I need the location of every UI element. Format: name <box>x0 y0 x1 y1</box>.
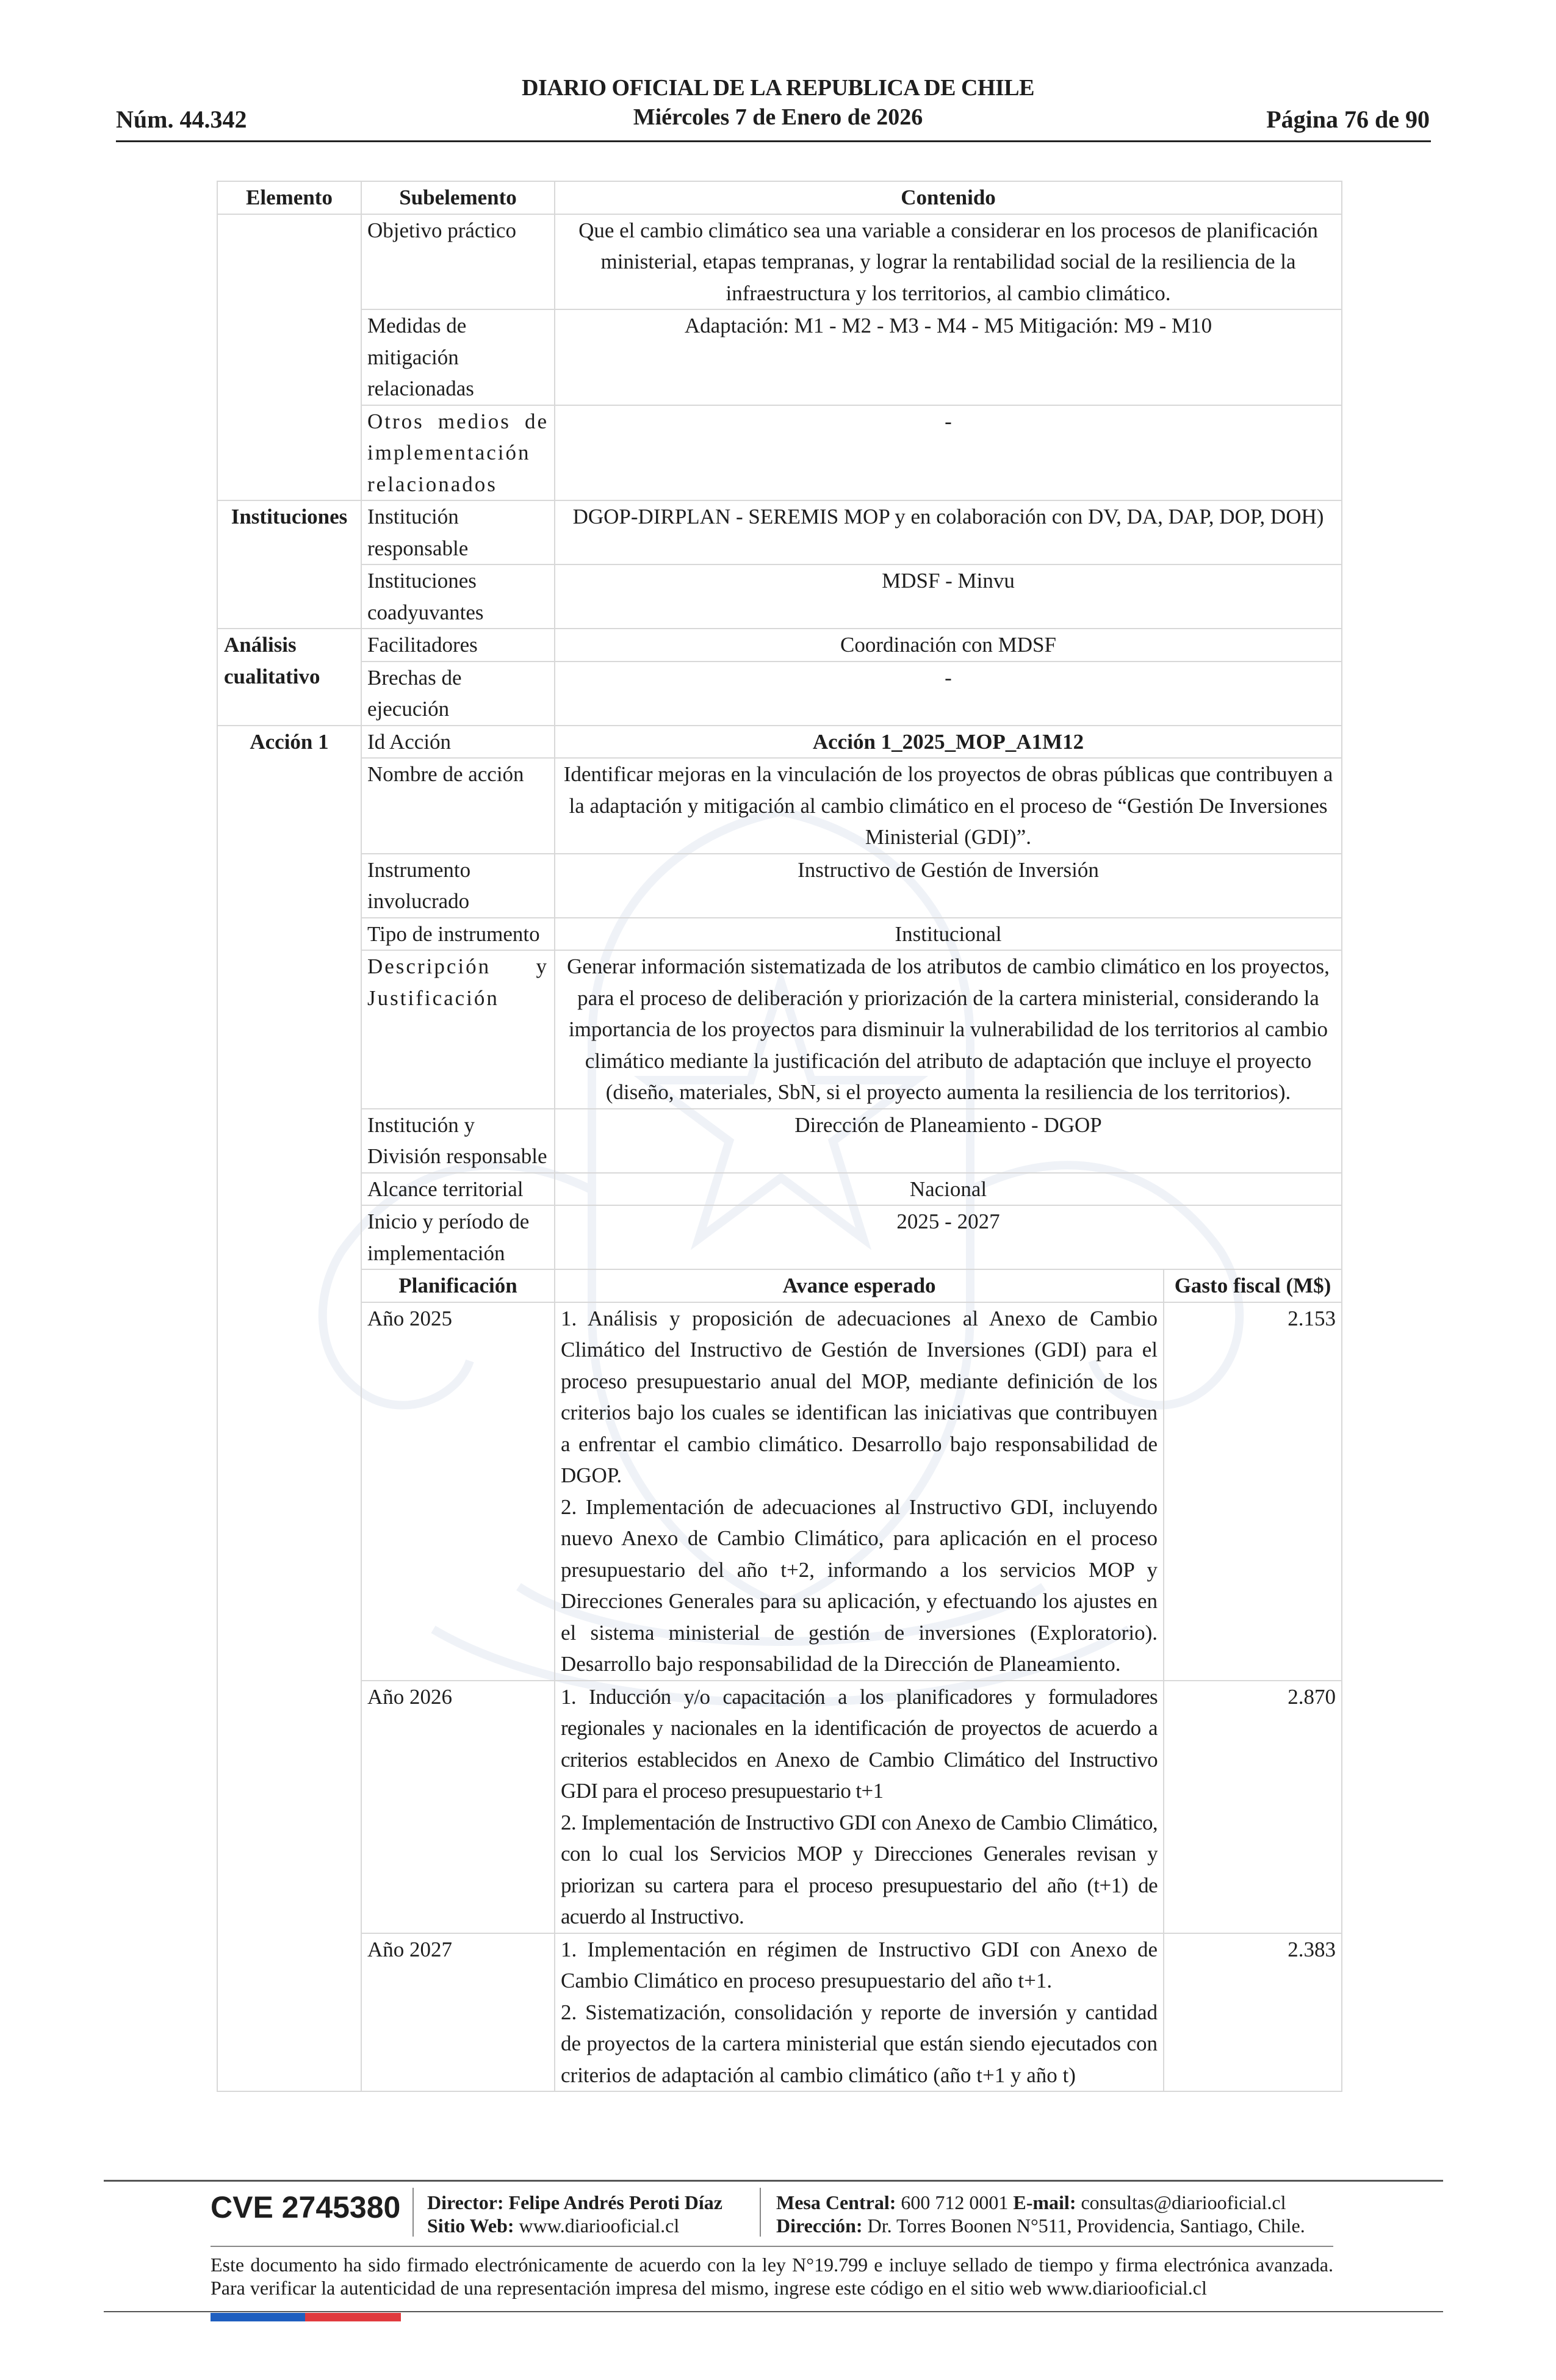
col-header-subelement: Subelemento <box>361 181 555 214</box>
footer-director-block <box>427 2191 722 2237</box>
content-cell: Adaptación: M1 - M2 - M3 - M4 - M5 Mitigación: M9 - M10 <box>555 309 1342 405</box>
table-row <box>217 758 1342 854</box>
director-name: Felipe Andrés Peroti Díaz <box>508 2191 722 2213</box>
website-label: Sitio Web: <box>427 2215 514 2237</box>
cve-code: CVE 2745380 <box>211 2190 401 2224</box>
table-row <box>217 726 1342 759</box>
table-row <box>217 564 1342 629</box>
subelement-label: Id Acción <box>361 726 555 759</box>
content-cell: Coordinación con MDSF <box>555 629 1342 662</box>
subelement-label: Objetivo práctico <box>361 214 555 310</box>
table-row <box>217 1933 1342 2092</box>
footer-rule <box>104 2180 1443 2182</box>
content-cell: - <box>555 405 1342 501</box>
footer-divider <box>760 2188 761 2237</box>
mesa-label: Mesa Central: <box>776 2191 896 2213</box>
progress-paragraph: 1. Implementación en régimen de Instructivo GDI con Anexo de Cambio Climático en proceso presupuestario del año t+1. <box>561 1937 1158 1992</box>
action-plan-table <box>217 181 1342 2092</box>
element-label: Acción 1 <box>217 726 361 2092</box>
element-label: Análisis cualitativo <box>217 629 361 726</box>
progress-paragraph: 1. Inducción y/o capacitación a los planificadores y formuladores regionales y nacionales en la identificación de proyectos de acuerdo a criterios establecidos en Anexo de Cambio Climático del Instructivo GDI para el proceso presupuestario t+1 <box>561 1684 1158 1803</box>
content-cell: 2025 - 2027 <box>555 1205 1342 1269</box>
address-label: Dirección: <box>776 2215 863 2237</box>
progress-cell <box>555 1302 1164 1681</box>
table-row <box>217 662 1342 726</box>
flag-stripe-blue <box>211 2313 305 2321</box>
subelement-label: Medidas de mitigación relacionadas <box>361 309 555 405</box>
progress-paragraph: 2. Implementación de adecuaciones al Instructivo GDI, incluyendo nuevo Anexo de Cambio Climático, para aplicación en el proceso presupuestario del año t+2, informando a los servicios MOP y Direcciones Generales para su aplicación, y efectuando los ajustes en el sistema ministerial de gestión de inversiones (Exploratorio). Desarrollo bajo responsabilidad de la Dirección de Planeamiento. <box>561 1495 1158 1676</box>
table-row <box>217 918 1342 951</box>
budget-amount: 2.870 <box>1164 1681 1342 1933</box>
table-row <box>217 500 1342 564</box>
action-id: Acción 1_2025_MOP_A1M12 <box>555 726 1342 759</box>
element-cell-empty <box>217 214 361 501</box>
flag-stripe-red <box>305 2313 401 2321</box>
page-number: Página 76 de 90 <box>1266 106 1430 133</box>
content-cell: DGOP-DIRPLAN - SEREMIS MOP y en colaboración con DV, DA, DAP, DOP, DOH) <box>555 500 1342 564</box>
table-row <box>217 1205 1342 1269</box>
content-cell: MDSF - Minvu <box>555 564 1342 629</box>
legal-notice: Este documento ha sido firmado electrónicamente de acuerdo con la ley N°19.799 e incluye sellado de tiempo y firma electrónica avanzada. Para verificar la autenticidad de una representación impresa del mismo, ingrese este código en el sitio web www.diariooficial.cl <box>211 2254 1333 2299</box>
table-row <box>217 629 1342 662</box>
subelement-label: Facilitadores <box>361 629 555 662</box>
table-row <box>217 214 1342 310</box>
progress-paragraph: 2. Implementación de Instructivo GDI con Anexo de Cambio Climático, con lo cual los Servicios MOP y Direcciones Generales revisan y priorizan su cartera para el proceso presupuestario del año (t+1) de acuerdo al Instructivo. <box>561 1810 1158 1928</box>
subelement-label: Brechas de ejecución <box>361 662 555 726</box>
progress-cell <box>555 1681 1164 1933</box>
subelement-label: Otros medios de implementación relacionados <box>361 405 555 501</box>
budget-amount: 2.383 <box>1164 1933 1342 2092</box>
table-row <box>217 950 1342 1109</box>
subelement-label: Descripción y Justificación <box>361 950 555 1109</box>
footer-rule <box>211 2246 1333 2247</box>
issue-number: Núm. 44.342 <box>116 106 247 133</box>
content-cell: Que el cambio climático sea una variable a considerar en los procesos de planificación ministerial, etapas tempranas, y lograr la rentabilidad social de la resiliencia de la infraestructura y los territorios, al cambio climático. <box>555 214 1342 310</box>
table-row <box>217 405 1342 501</box>
header-rule <box>116 140 1431 142</box>
content-cell: Dirección de Planeamiento - DGOP <box>555 1109 1342 1173</box>
footer-divider <box>412 2188 414 2237</box>
subelement-label: Nombre de acción <box>361 758 555 854</box>
year-label: Año 2026 <box>361 1681 555 1933</box>
content-cell: Identificar mejoras en la vinculación de los proyectos de obras públicas que contribuyen a la adaptación y mitigación al cambio climático en el proceso de “Gestión De Inversiones Ministerial (GDI)”. <box>555 758 1342 854</box>
table-row <box>217 1109 1342 1173</box>
table-row <box>217 1302 1342 1681</box>
year-label: Año 2027 <box>361 1933 555 2092</box>
subelement-label: Institución responsable <box>361 500 555 564</box>
content-cell: Generar información sistematizada de los atributos de cambio climático en los proyectos, para el proceso de deliberación y priorización de la cartera ministerial, considerando la importancia de los proyectos para disminuir la vulnerabilidad de los territorios al cambio climático mediante la justificación del atributo de adaptación que incluye el proyecto (diseño, materiales, SbN, si el proyecto aumenta la resiliencia de los territorios). <box>555 950 1342 1109</box>
content-cell: - <box>555 662 1342 726</box>
year-label: Año 2025 <box>361 1302 555 1681</box>
table-row <box>217 1681 1342 1933</box>
issue-date: Miércoles 7 de Enero de 2026 <box>633 104 923 130</box>
progress-header: Avance esperado <box>555 1269 1164 1302</box>
budget-header: Gasto fiscal (M$) <box>1164 1269 1342 1302</box>
mesa-phone: 600 712 0001 <box>901 2191 1009 2213</box>
budget-amount: 2.153 <box>1164 1302 1342 1681</box>
table-row <box>217 1173 1342 1206</box>
col-header-content: Contenido <box>555 181 1342 214</box>
planning-header: Planificación <box>361 1269 555 1302</box>
email-label: E-mail: <box>1013 2191 1076 2213</box>
subelement-label: Instituciones coadyuvantes <box>361 564 555 629</box>
col-header-element: Elemento <box>217 181 361 214</box>
table-row <box>217 309 1342 405</box>
website-link[interactable]: www.diariooficial.cl <box>519 2215 680 2237</box>
director-label: Director: <box>427 2191 504 2213</box>
content-cell: Instructivo de Gestión de Inversión <box>555 854 1342 918</box>
footer-rule <box>104 2311 1443 2312</box>
newspaper-title: DIARIO OFICIAL DE LA REPUBLICA DE CHILE <box>522 75 1034 101</box>
progress-cell <box>555 1933 1164 2092</box>
progress-paragraph: 1. Análisis y proposición de adecuaciones al Anexo de Cambio Climático del Instructivo de Gestión de Inversiones (GDI) para el proceso presupuestario anual del MOP, mediante definición de los criterios bajo los cuales se identifican las iniciativas que contribuyen a enfrentar el cambio climático. Desarrollo bajo responsabilidad de DGOP. <box>561 1306 1158 1487</box>
subelement-label: Institución y División responsable <box>361 1109 555 1173</box>
element-label: Instituciones <box>217 500 361 629</box>
subelement-label: Inicio y período de implementación <box>361 1205 555 1269</box>
subelement-label: Alcance territorial <box>361 1173 555 1206</box>
content-cell: Institucional <box>555 918 1342 951</box>
planning-header-row <box>217 1269 1342 1302</box>
address-value: Dr. Torres Boonen N°511, Providencia, Santiago, Chile. <box>867 2215 1305 2237</box>
subelement-label: Instrumento involucrado <box>361 854 555 918</box>
progress-paragraph: 2. Sistematización, consolidación y reporte de inversión y cantidad de proyectos de la cartera ministerial que están siendo ejecutados con criterios de adaptación al cambio climático (año t+1 y año t) <box>561 2000 1158 2087</box>
table-row <box>217 854 1342 918</box>
subelement-label: Tipo de instrumento <box>361 918 555 951</box>
footer-contact-block <box>776 2191 1305 2237</box>
email-link[interactable]: consultas@diariooficial.cl <box>1081 2191 1286 2213</box>
content-cell: Nacional <box>555 1173 1342 1206</box>
table-header-row <box>217 181 1342 214</box>
